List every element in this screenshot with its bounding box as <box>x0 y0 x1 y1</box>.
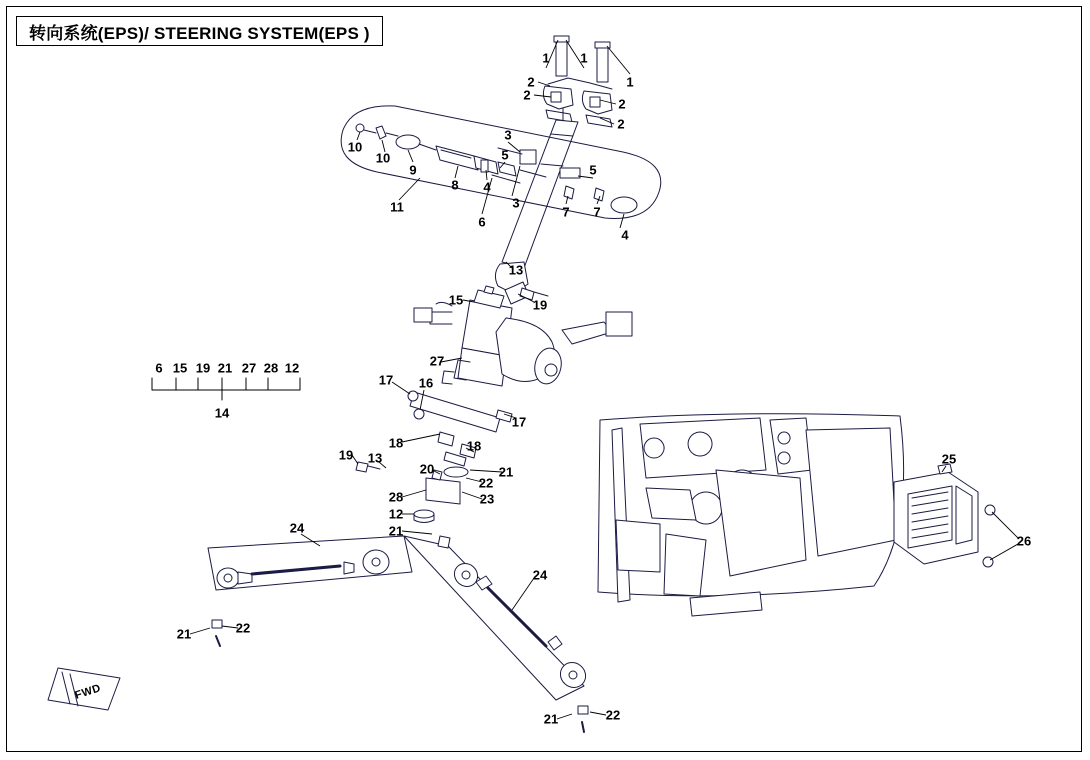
callout-number: 8 <box>451 177 459 193</box>
callout-number: 10 <box>375 150 391 166</box>
callout-number: 13 <box>367 450 383 466</box>
callout-number: 2 <box>618 96 626 112</box>
callout-number: 24 <box>532 567 548 583</box>
eps-ecu-module <box>894 464 995 567</box>
callout-number: 5 <box>589 162 597 178</box>
callout-number: 12 <box>388 506 404 522</box>
callout-number: 15 <box>172 360 188 376</box>
callout-number: 1 <box>580 50 588 66</box>
callout-number: 1 <box>626 74 634 90</box>
callout-number: 7 <box>562 204 570 220</box>
callout-number: 21 <box>388 523 404 539</box>
callout-number: 24 <box>289 520 305 536</box>
callout-number: 16 <box>418 375 434 391</box>
callout-number: 3 <box>504 127 512 143</box>
callout-number: 5 <box>501 147 509 163</box>
callout-number: 2 <box>523 87 531 103</box>
tie-rod-right <box>404 536 591 732</box>
callout-number: 4 <box>483 179 491 195</box>
callout-number: 19 <box>532 297 548 313</box>
callout-number: 21 <box>217 360 233 376</box>
callout-leader-lines <box>190 40 1018 719</box>
callout-number: 10 <box>347 139 363 155</box>
callout-number: 27 <box>429 353 445 369</box>
callout-number: 1 <box>542 50 550 66</box>
callout-number: 22 <box>235 620 251 636</box>
callout-number: 3 <box>512 195 520 211</box>
callout-number: 4 <box>621 227 629 243</box>
eps-motor-assembly <box>414 286 632 386</box>
callout-number: 22 <box>478 475 494 491</box>
group-bracket-14 <box>152 378 300 400</box>
callout-number: 17 <box>378 372 394 388</box>
callout-number: 6 <box>478 214 486 230</box>
callout-number: 26 <box>1016 533 1032 549</box>
callout-number: 7 <box>593 204 601 220</box>
callout-number: 12 <box>284 360 300 376</box>
callout-number: 2 <box>527 74 535 90</box>
callout-number: 28 <box>263 360 279 376</box>
callout-number: 9 <box>409 162 417 178</box>
callout-number: 20 <box>419 461 435 477</box>
callout-number: 22 <box>605 707 621 723</box>
callout-number: 14 <box>214 405 230 421</box>
callout-number: 21 <box>176 626 192 642</box>
callout-number: 2 <box>617 116 625 132</box>
callout-number: 21 <box>543 711 559 727</box>
chassis-frame <box>598 414 904 616</box>
callout-number: 18 <box>466 438 482 454</box>
callout-number: 21 <box>498 464 514 480</box>
callout-number: 19 <box>195 360 211 376</box>
callout-number: 25 <box>941 451 957 467</box>
fwd-label: FWD <box>73 682 103 702</box>
callout-number: 19 <box>338 447 354 463</box>
callout-number: 6 <box>155 360 163 376</box>
callout-number: 13 <box>508 262 524 278</box>
callout-number: 17 <box>511 414 527 430</box>
page-title: 转向系统(EPS)/ STEERING SYSTEM(EPS ) <box>29 23 370 43</box>
callout-number: 23 <box>479 491 495 507</box>
callout-number: 11 <box>390 199 404 215</box>
callout-number: 15 <box>448 292 464 308</box>
callout-number: 18 <box>388 435 404 451</box>
callout-number: 27 <box>241 360 257 376</box>
callout-number: 28 <box>388 489 404 505</box>
